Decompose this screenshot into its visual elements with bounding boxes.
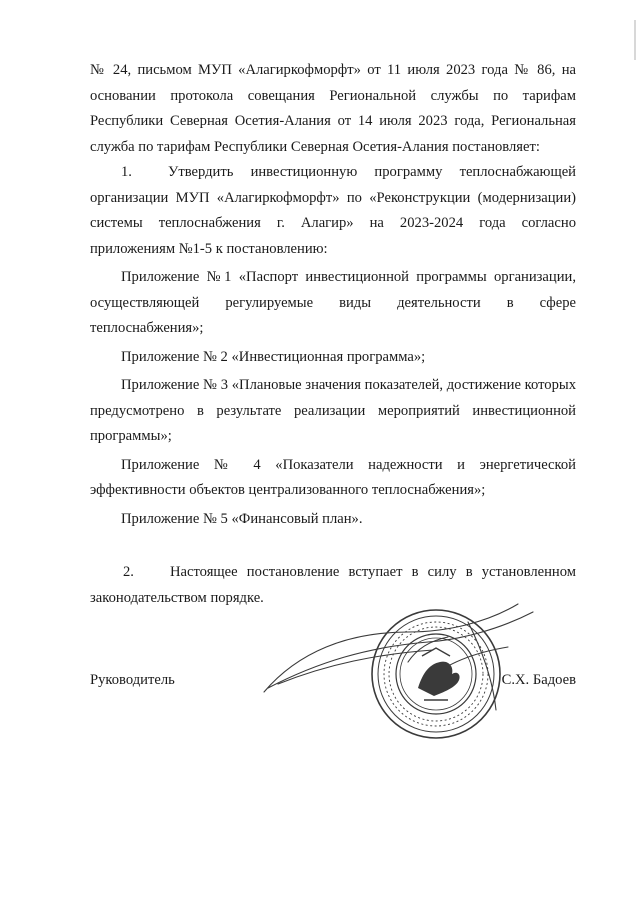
appendix-1: Приложение №1 «Паспорт инвестиционной программы организации, осуществляющей регулируемые виды деятельности в сфере теплоснабжения»; xyxy=(90,269,576,336)
scan-edge-artifact xyxy=(634,20,636,60)
appendix-2: Приложение № 2 «Инвестиционная программа»; xyxy=(121,348,426,365)
item-1 xyxy=(90,160,576,262)
document-body xyxy=(90,58,576,611)
appendix-5: Приложение № 5 «Финансовый план». xyxy=(121,510,363,527)
item-1-number: 1. xyxy=(121,164,132,180)
item-2-text: Настоящее постановление вступает в силу в установленном законодательством порядке. xyxy=(90,564,576,606)
signatory-name: С.Х. Бадоев xyxy=(501,672,576,688)
appendix-3: Приложение № 3 «Плановые значения показателей, достижение которых предусмотрено в результате реализации мероприятий инвестиционной программы»; xyxy=(90,377,576,444)
item-1-text: Утвердить инвестиционную программу теплоснабжающей организации МУП «Алагиркофморфт» по «Реконструкции (модернизации) системы теплоснабжения г. Алагир» на 2023-2024 года согласно приложениям №1-5 к постановлению: xyxy=(90,164,576,257)
intro-line-2: основании протокола совещания Региональной службы по тарифам xyxy=(90,87,576,104)
signature-block xyxy=(90,670,576,700)
intro-line-3: Республики Северная Осетия-Алания от 14 июля 2023 года, Региональная xyxy=(90,113,576,129)
signatory-role: Руководитель xyxy=(90,672,175,688)
item-2-number: 2. xyxy=(123,564,134,580)
appendix-4: Приложение № 4 «Показатели надежности и энергетической эффективности объектов централизованного теплоснабжения»; xyxy=(90,456,576,498)
intro-line-4: служба по тарифам Республики Северная Осетия-Алания постановляет: xyxy=(90,138,540,155)
intro-line-1: № 24, письмом МУП «Алагиркофморфт» от 11 июля 2023 года № 86, на xyxy=(90,62,576,78)
